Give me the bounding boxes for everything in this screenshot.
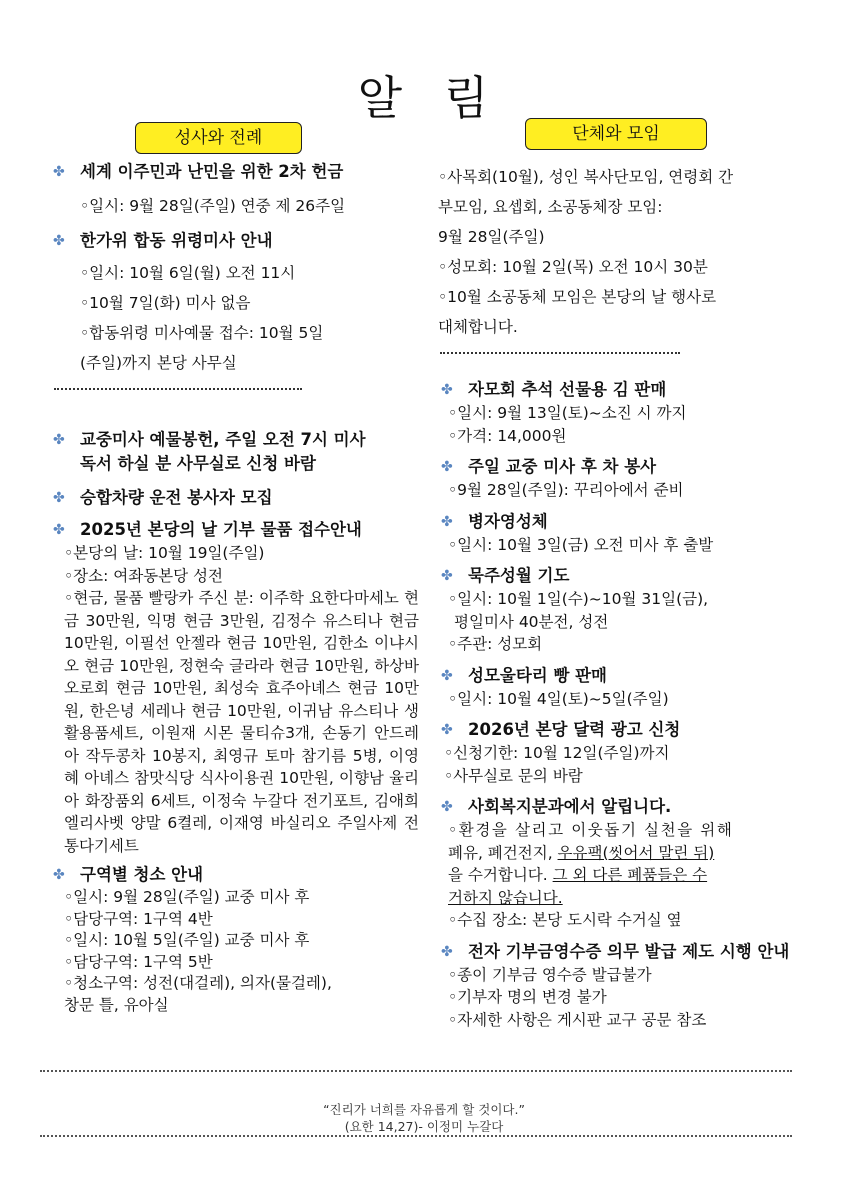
footer-quote: “진리가 너희를 자유롭게 할 것이다.”	[323, 1102, 525, 1117]
notice-section: ✤ 한가위 합동 위령미사 안내 ◦일시: 10월 6일(월) 오전 11시 ◦10월 7일(화) 미사 없음 ◦합동위령 미사예물 접수: 10월 5일 (주일)까지 본당 사무실	[53, 231, 324, 372]
right-column	[438, 162, 808, 1041]
notice-section: ✤ 성모울타리 빵 판매 ◦일시: 10월 4일(토)~5일(주일)	[441, 665, 669, 708]
dotted-divider	[54, 388, 302, 390]
group-meeting-info: ◦사목회(10월), 성인 복사단모임, 연령회 간 부모임, 요셉회, 소공동체장 모임: 9월 28일(주일) ◦성모회: 10월 2일(목) 오전 10시 30분 ◦10월 소공동체 모임은 본당의 날 행사로 대체합니다.	[438, 168, 734, 336]
notice-section: ✤ 세계 이주민과 난민을 위한 2차 헌금 ◦일시: 9월 28일(주일) 연중 제 26주일	[53, 162, 346, 215]
notice-section: ✤ 묵주성월 기도 ◦일시: 10월 1일(수)~10월 31일(금), 평일미사 40분전, 성전 ◦주관: 성모회	[441, 566, 709, 653]
notice-section: ✤ 자모회 추석 선물용 김 판매 ◦일시: 9월 13일(토)~소진 시 까지 ◦가격: 14,000원	[441, 380, 687, 445]
page-title: 알 림	[357, 71, 491, 125]
notice-section: ✤ 병자영성체 ◦일시: 10월 3일(금) 오전 미사 후 출발	[441, 511, 714, 554]
ornament-bullet-icon: ✤	[53, 867, 65, 883]
ornament-bullet-icon: ✤	[53, 164, 65, 180]
notice-section: ✤ 주일 교중 미사 후 차 봉사 ◦9월 28일(주일): 꾸리아에서 준비	[441, 457, 684, 499]
ornament-bullet-icon: ✤	[441, 799, 453, 815]
notice-section: ✤ 승합차량 운전 봉사자 모집	[50, 486, 420, 510]
ornament-bullet-icon: ✤	[441, 513, 453, 530]
ornament-bullet-icon: ✤	[441, 382, 453, 398]
right-section-badge: 단체와 모임	[525, 118, 707, 150]
notice-section: ✤ 구역별 청소 안내 ◦일시: 9월 28일(주일) 교중 미사 후 ◦담당구역: 1구역 4반 ◦일시: 10월 5일(주일) 교중 미사 후 ◦담당구역: 1구역 5반 ◦청소구역: 성전(대걸레), 의자(물걸레), 창문 틀, 유아실	[53, 865, 332, 1014]
ornament-bullet-icon: ✤	[441, 568, 453, 584]
footer-bottom-divider	[40, 1135, 792, 1137]
footer-source: (요한 14,27)- 이정미 누갈다	[344, 1119, 504, 1134]
ornament-bullet-icon: ✤	[53, 490, 65, 506]
notice-section: ✤ 2026년 본당 달력 광고 신청 ◦신청기한: 10월 12일(주일)까지 ◦사무실로 문의 바람	[441, 720, 681, 785]
notice-section: ✤ 전자 기부금영수증 의무 발급 제도 시행 안내 ◦종이 기부금 영수증 발급불가 ◦기부자 명의 변경 불가 ◦자세한 사항은 게시판 교구 공문 참조	[441, 941, 790, 1029]
ornament-bullet-icon: ✤	[441, 722, 453, 738]
notice-section: ✤ 교중미사 예물봉헌, 주일 오전 7시 미사 독서 하실 분 사무실로 신청 바람	[53, 430, 366, 473]
notice-section: ✤ 2025년 본당의 날 기부 물품 접수안내 ◦본당의 날: 10월 19일(주일) ◦장소: 여좌동본당 성전 ◦현금, 물품 빨랑카 주신 분: 이주학 요한다마세노 현금 30만원, 익명 현금 3만원, 김정수 유스티나 현금 10만원, 이필선 안젤라 현금 10만원, 김한소 이냐시오 현금 10만원, 정현숙 글라라 현금 10만원, 하상바오로회 현금 10만원, 최성숙 효주아녜스 현금 10만원, 한은녕 세레나 현금 10만원, 이귀남 유스티나 생활용품세트, 이원재 시몬 물티슈3개, 손동기 안드레아 작두콩차 10봉지, 최영규 토마 참기름 5병, 이영혜 아녜스 참맛식당 식사이용권 10만원, 이향남 율리아 화장품외 6세트, 이정숙 누갈다 전기포트, 김애희 엘리사벳 양말 6켤레, 이재영 바실리오 주일사제 전통다기세트	[53, 520, 419, 855]
left-column	[50, 160, 420, 1026]
ornament-bullet-icon: ✤	[441, 459, 453, 475]
ornament-bullet-icon: ✤	[53, 432, 65, 448]
footer-top-divider	[40, 1070, 792, 1072]
ornament-bullet-icon: ✤	[441, 667, 453, 684]
ornament-bullet-icon: ✤	[441, 943, 453, 960]
left-section-badge: 성사와 전례	[135, 122, 302, 154]
ornament-bullet-icon: ✤	[53, 522, 65, 538]
ornament-bullet-icon: ✤	[53, 233, 65, 249]
dotted-divider	[440, 352, 680, 354]
notice-section: ✤ 사회복지분과에서 알립니다. ◦환경을 살리고 이웃돕기 실천을 위해 폐유, 폐건전지, 우유팩(씻어서 말린 뒤) 을 수거합니다. 그 외 다른 폐품들은 수 거하지 않습니다. ◦수집 장소: 본당 도시락 수거실 옆	[441, 797, 734, 929]
